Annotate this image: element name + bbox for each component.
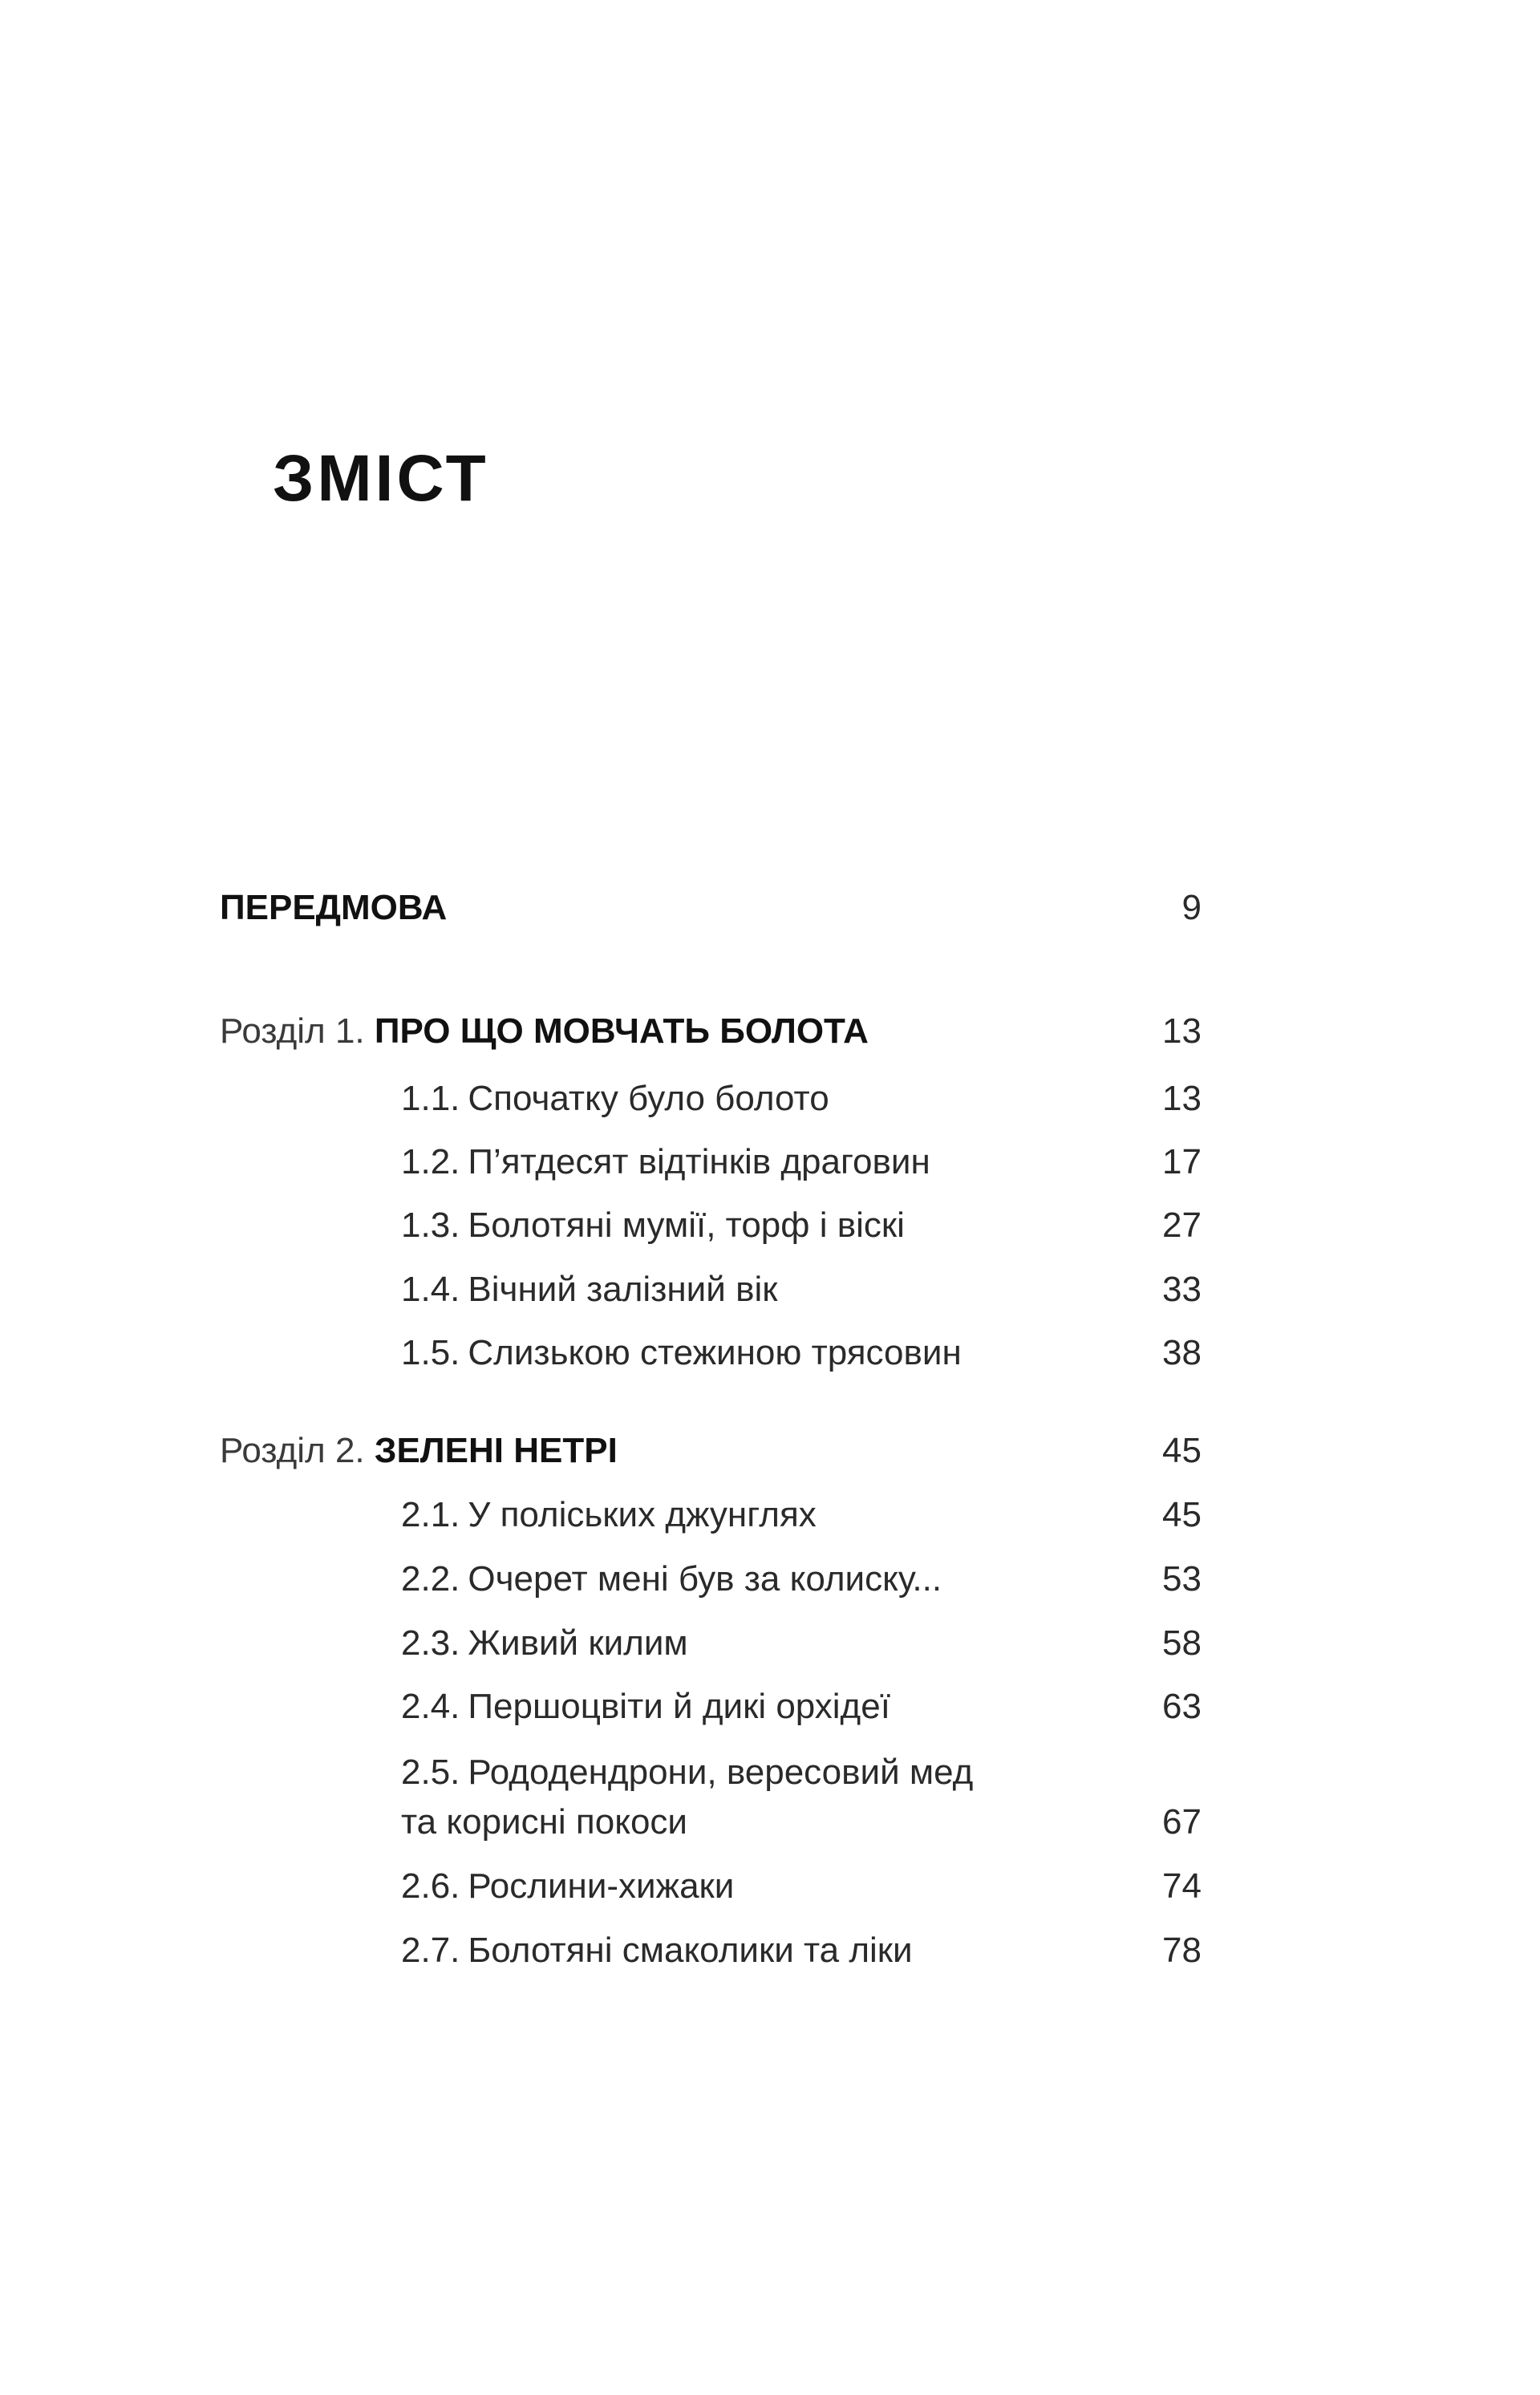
toc-page-number: 9 [1181, 888, 1202, 927]
section-title: Першоцвіти й дикі орхідеї [468, 1687, 890, 1726]
toc-page-number: 74 [1162, 1866, 1202, 1906]
toc-page-number: 45 [1162, 1495, 1202, 1534]
section-number: 1.1. [401, 1079, 460, 1118]
toc-section-label [401, 1623, 688, 1663]
section-number: 2.5. [401, 1753, 460, 1792]
toc-entry-label: ПЕРЕДМОВА [220, 888, 448, 927]
section-title: Болотяні мумії, торф і віскі [468, 1206, 905, 1245]
section-title: Рослини-хижаки [468, 1866, 735, 1906]
toc-page-number: 13 [1162, 1011, 1202, 1051]
section-title: Очерет мені був за колиску... [468, 1559, 942, 1599]
toc-page-number: 67 [1162, 1802, 1202, 1842]
section-title: Вічний залізний вік [468, 1270, 778, 1309]
section-number: 1.4. [401, 1270, 460, 1309]
chapter-prefix: Розділ 1. [220, 1011, 365, 1051]
toc-page-number: 45 [1162, 1431, 1202, 1470]
toc-page-number: 58 [1162, 1623, 1202, 1663]
chapter-title: ЗЕЛЕНІ НЕТРІ [374, 1431, 618, 1470]
toc-chapter-heading [220, 1433, 618, 1469]
section-title: Живий килим [468, 1623, 688, 1663]
section-title: П’ятдесят відтінків драговин [468, 1142, 930, 1181]
toc-section-label [401, 1559, 942, 1599]
section-number: 2.2. [401, 1559, 460, 1599]
section-number: 2.1. [401, 1495, 460, 1534]
section-number: 2.3. [401, 1623, 460, 1663]
toc-page-number: 13 [1162, 1079, 1202, 1118]
section-number: 1.3. [401, 1206, 460, 1245]
page-title: ЗМІСТ [273, 442, 489, 515]
toc-section-label [401, 1755, 973, 1790]
toc-chapter-heading [220, 1011, 869, 1051]
toc-section-label [401, 1208, 905, 1243]
toc-page-number: 78 [1162, 1931, 1202, 1970]
section-number: 2.6. [401, 1866, 460, 1906]
section-number: 2.7. [401, 1931, 460, 1970]
section-title: Рододендрони, вересовий мед [468, 1753, 974, 1792]
chapter-title: ПРО ЩО МОВЧАТЬ БОЛОТА [374, 1011, 869, 1051]
toc-section-label [401, 1689, 890, 1724]
section-title: Слизькою стежиною трясовин [468, 1333, 962, 1372]
section-number: 2.4. [401, 1687, 460, 1726]
section-number: 1.2. [401, 1142, 460, 1181]
section-title-continued: та корисні покоси [401, 1802, 688, 1842]
section-number: 1.5. [401, 1333, 460, 1372]
toc-page-number: 17 [1162, 1142, 1202, 1181]
toc-page-number: 33 [1162, 1270, 1202, 1309]
section-title: У поліських джунглях [468, 1495, 817, 1534]
toc-page-number: 27 [1162, 1206, 1202, 1245]
toc-section-label [401, 1933, 913, 1968]
toc-section-label [401, 1081, 829, 1116]
toc-section-label [401, 1866, 735, 1906]
toc-page-number: 38 [1162, 1333, 1202, 1372]
toc-page-number: 53 [1162, 1559, 1202, 1599]
section-title: Болотяні смаколики та ліки [468, 1931, 913, 1970]
chapter-prefix: Розділ 2. [220, 1431, 365, 1470]
toc-section-label [401, 1335, 962, 1371]
section-title: Спочатку було болото [468, 1079, 829, 1118]
toc-page-number: 63 [1162, 1687, 1202, 1726]
toc-section-label [401, 1272, 777, 1307]
toc-section-label [401, 1497, 817, 1533]
toc-section-label [401, 1142, 930, 1181]
